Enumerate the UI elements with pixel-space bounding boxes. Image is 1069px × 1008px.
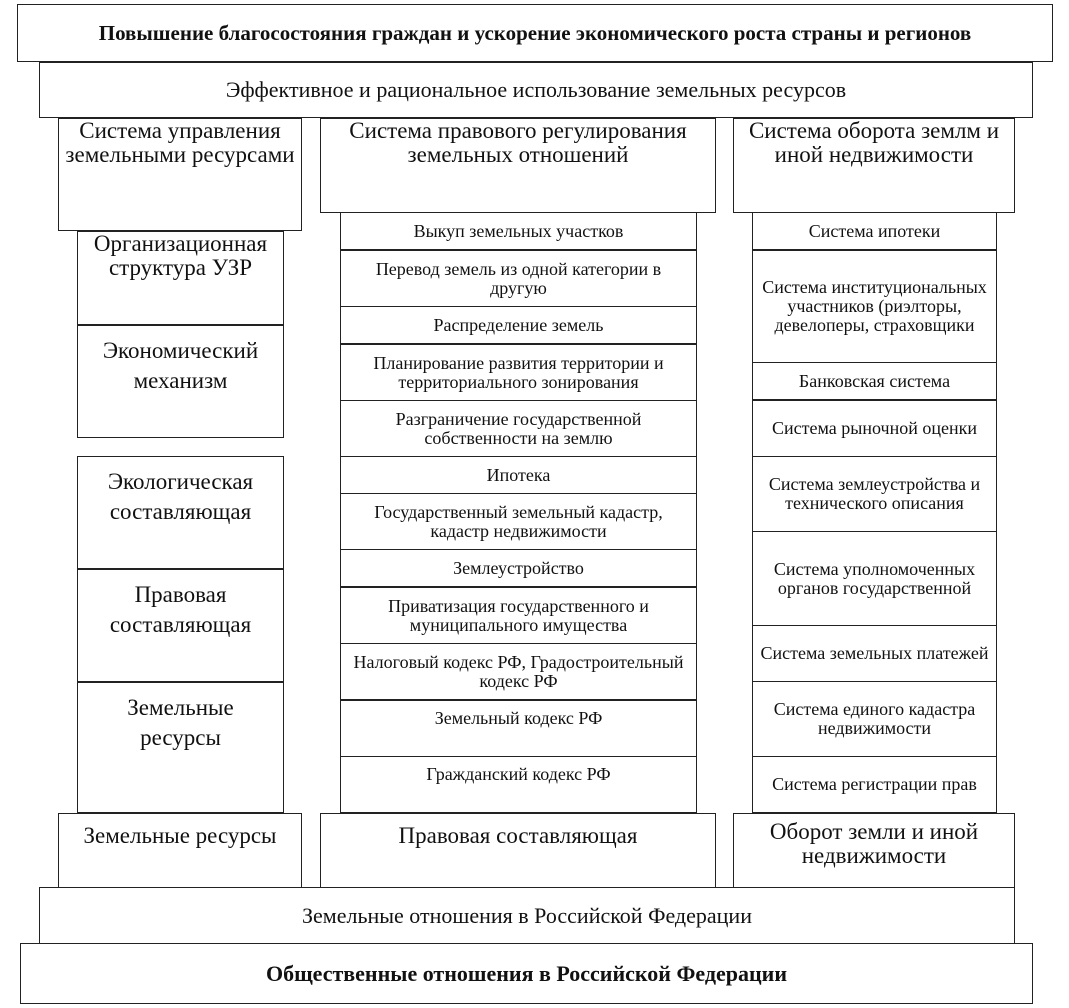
legal-component-text: Правовая составляющая — [109, 582, 252, 637]
list-item — [752, 400, 997, 457]
right-item-text: Система земельных платежей — [760, 643, 989, 664]
org-structure-text: Организационная структура УЗР — [93, 231, 268, 281]
list-item — [752, 362, 997, 400]
list-item — [340, 212, 697, 250]
list-item — [752, 456, 997, 532]
middle-item-text: Выкуп земельных участков — [413, 220, 624, 241]
economic-mechanism-box — [77, 325, 284, 438]
org-structure-box — [77, 231, 284, 325]
middle-title: Система правового регулирования земельных отношений — [349, 118, 687, 168]
list-item — [752, 681, 997, 757]
list-item — [752, 250, 997, 363]
middle-item-text: Перевод земель из одной категории в другую — [375, 258, 662, 298]
list-item — [340, 250, 697, 307]
land-relations-box — [39, 887, 1015, 944]
efficiency-box — [39, 62, 1033, 118]
social-relations-box — [20, 943, 1033, 1004]
left-title: Система управления земельными ресурсами — [65, 118, 295, 168]
list-item — [340, 344, 697, 401]
middle-base-text: Правовая составляющая — [398, 823, 638, 848]
middle-base-box — [320, 813, 716, 888]
list-item — [340, 456, 697, 494]
right-base-box — [733, 813, 1015, 888]
middle-item-text: Налоговый кодекс РФ, Градостроительный кодекс РФ — [353, 651, 684, 691]
list-item — [340, 587, 697, 644]
right-item-text: Система единого кадастра недвижимости — [773, 699, 976, 738]
legal-component-box — [77, 569, 284, 682]
right-item-text: Система рыночной оценки — [772, 418, 977, 439]
middle-item-text: Государственный земельный кадастр, кадастр недвижимости — [374, 501, 663, 541]
right-title: Система оборота землм и иной недвижимости — [748, 118, 1000, 168]
land-relations-text: Земельные отношения в Российской Федерации — [302, 902, 752, 928]
right-item-text: Система ипотеки — [808, 220, 941, 241]
list-item — [752, 212, 997, 250]
right-base-text: Оборот земли и иной недвижимости — [769, 819, 979, 869]
right-item-text: Система уполномоченных органов государственной — [773, 558, 976, 598]
goal-box — [17, 4, 1053, 62]
list-item — [752, 531, 997, 626]
list-item — [340, 306, 697, 344]
land-resources-box — [77, 682, 284, 813]
right-item-text: Банковская система — [798, 370, 951, 391]
goal-text: Повышение благосостояния граждан и ускорение экономического роста страны и регионов — [98, 20, 972, 45]
list-item — [340, 643, 697, 700]
right-title-box — [733, 118, 1015, 213]
list-item — [340, 700, 697, 757]
left-base-box — [58, 813, 302, 888]
efficiency-text: Эффективное и рациональное использование земельных ресурсов — [225, 77, 847, 103]
middle-item-text: Гражданский кодекс РФ — [426, 764, 611, 784]
left-base-text: Земельные ресурсы — [83, 823, 277, 848]
middle-item-text: Разграничение государственной собственности на землю — [395, 408, 642, 448]
right-item-text: Система институциональных участников (риэлторы, девелоперы, страховщики — [762, 277, 987, 335]
land-resources-text: Земельные ресурсы — [127, 695, 234, 750]
list-item — [340, 549, 697, 587]
right-item-text: Система регистрации прав — [772, 774, 977, 795]
list-item — [752, 625, 997, 682]
middle-item-text: Землеустройство — [453, 557, 584, 578]
social-relations-text: Общественные отношения в Российской Федерации — [265, 960, 788, 986]
list-item — [340, 756, 697, 813]
middle-item-text: Приватизация государственного и муниципального имущества — [388, 595, 649, 635]
list-item — [752, 756, 997, 813]
middle-item-text: Планирование развития территории и территориального зонирования — [373, 352, 664, 392]
middle-item-text: Распределение земель — [433, 314, 604, 335]
list-item — [340, 400, 697, 457]
ecological-component-box — [77, 456, 284, 569]
right-item-text: Система землеустройства и технического описания — [768, 474, 981, 513]
middle-title-box — [320, 118, 716, 213]
left-title-box — [58, 118, 302, 231]
ecological-component-text: Экологическая составляющая — [107, 469, 254, 524]
middle-item-text: Ипотека — [486, 464, 551, 485]
list-item — [340, 493, 697, 550]
middle-item-text: Земельный кодекс РФ — [434, 708, 603, 728]
economic-mechanism-text: Экономический механизм — [102, 338, 259, 393]
